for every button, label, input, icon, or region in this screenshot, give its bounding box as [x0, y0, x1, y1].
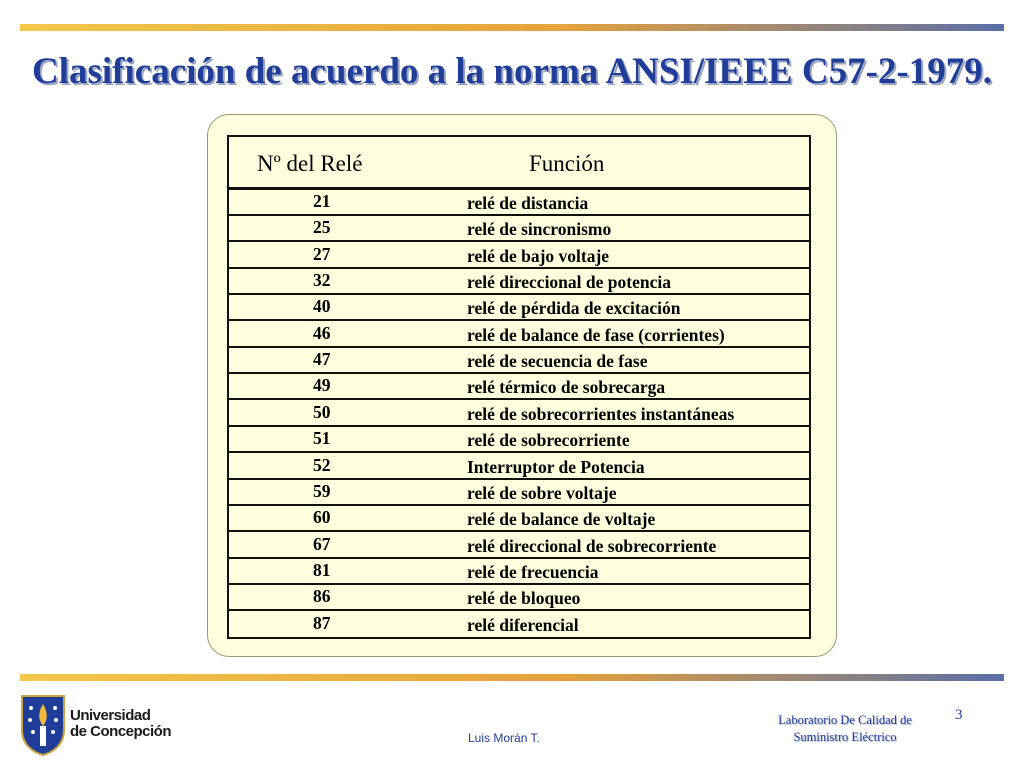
relay-number: 40: [313, 296, 331, 317]
relay-function: relé de balance de fase (corrientes): [467, 324, 725, 345]
author-name: Luis Morán T.: [468, 731, 540, 745]
table-row: [229, 480, 809, 506]
university-name: [70, 708, 171, 740]
relay-number: 86: [313, 586, 331, 607]
relay-function: relé de secuencia de fase: [467, 351, 648, 372]
relay-function: relé de bloqueo: [467, 588, 581, 609]
relay-number: 87: [313, 612, 331, 633]
header-function: Función: [529, 151, 605, 176]
relay-number: 59: [313, 480, 331, 501]
table-row: [229, 612, 809, 636]
relay-number: 81: [313, 559, 331, 580]
table-row: [229, 243, 809, 269]
relay-function: relé de sobre voltaje: [467, 482, 617, 503]
relay-function: relé de balance de voltaje: [467, 509, 656, 530]
table-row: [229, 322, 809, 348]
relay-function: relé de sobrecorrientes instantáneas: [467, 403, 735, 424]
relay-number: 47: [313, 349, 331, 370]
header-relay-number: Nº del Relé: [257, 151, 363, 176]
lab-name: [762, 712, 928, 746]
table-row: [229, 401, 809, 427]
university-name-line2: de Concepción: [70, 723, 172, 740]
page-number: 3: [955, 707, 963, 723]
table-row: [229, 506, 809, 532]
table-row: [229, 454, 809, 480]
slide-title: Clasificación de acuerdo a la norma ANSI/IEEE C57-2-1979.: [32, 51, 992, 92]
relay-number: 27: [313, 243, 331, 264]
relay-number: 32: [313, 270, 331, 291]
relay-number: 49: [313, 375, 331, 396]
relay-function: relé de sincronismo: [467, 219, 612, 240]
table-row: [229, 190, 809, 216]
relay-function: relé direccional de potencia: [467, 272, 671, 293]
university-name-line1: Universidad: [70, 707, 151, 724]
top-accent-bar: [20, 24, 1004, 31]
table-row: [229, 269, 809, 295]
table-header: [229, 137, 809, 190]
relay-number: 50: [313, 401, 331, 422]
relay-number: 67: [313, 533, 331, 554]
relay-function: relé diferencial: [467, 614, 579, 635]
relay-function: relé de frecuencia: [467, 561, 599, 582]
table-row: [229, 585, 809, 611]
table-row: [229, 533, 809, 559]
relay-number: 21: [313, 191, 331, 211]
relay-table: [227, 135, 811, 639]
table-row: [229, 216, 809, 242]
relay-number: 60: [313, 507, 331, 528]
relay-function: relé de sobrecorriente: [467, 430, 630, 451]
table-row: [229, 374, 809, 400]
university-shield-icon: [20, 694, 66, 756]
relay-function: relé direccional de sobrecorriente: [467, 535, 717, 556]
relay-number: 52: [313, 454, 331, 475]
relay-number: 46: [313, 322, 331, 343]
table-row: [229, 427, 809, 453]
table-row: [229, 348, 809, 374]
relay-function: relé de distancia: [467, 193, 589, 213]
relay-function: relé de bajo voltaje: [467, 245, 610, 266]
relay-number: 51: [313, 428, 331, 449]
table-row: [229, 559, 809, 585]
relay-function: Interruptor de Potencia: [467, 456, 645, 477]
relay-function: relé de pérdida de excitación: [467, 298, 681, 319]
table-row: [229, 295, 809, 321]
relay-function: relé térmico de sobrecarga: [467, 377, 666, 398]
bottom-accent-bar: [20, 674, 1004, 681]
lab-name-line1: Laboratorio De Calidad de: [778, 713, 912, 727]
university-logo: [20, 694, 180, 756]
relay-number: 25: [313, 217, 331, 238]
lab-name-line2: Suministro Eléctrico: [793, 730, 897, 744]
